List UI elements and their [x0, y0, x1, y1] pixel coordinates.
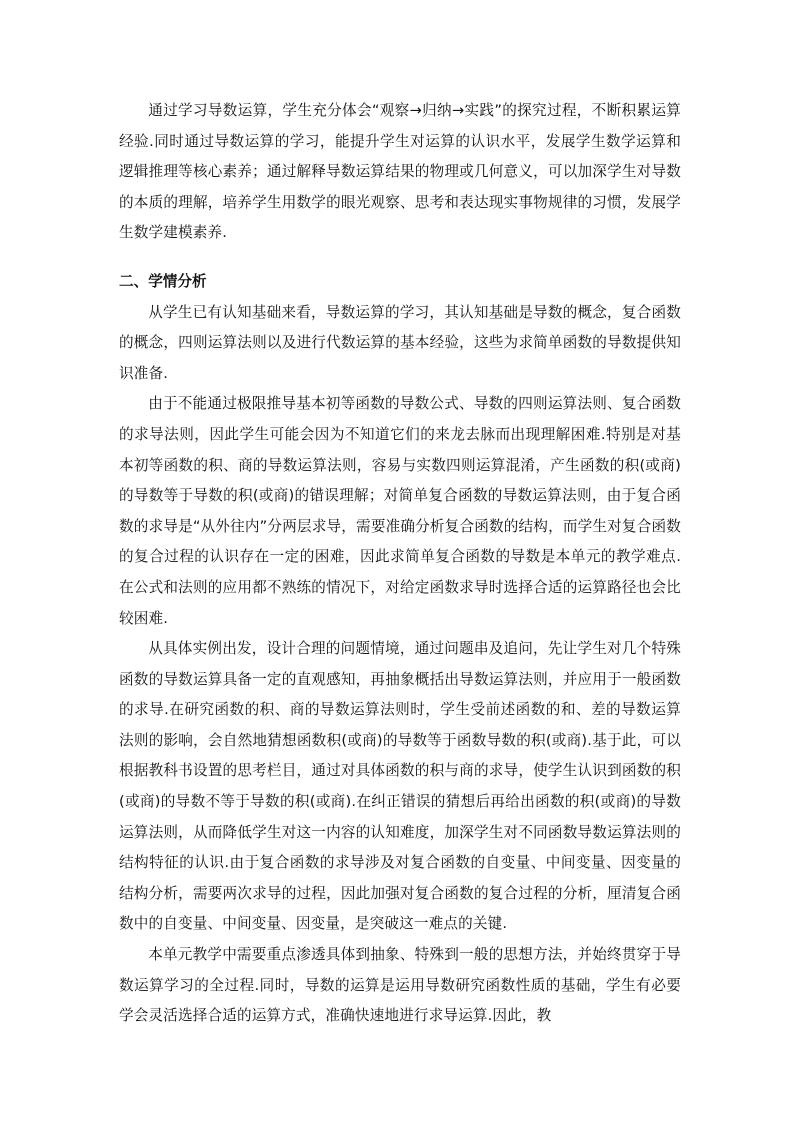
body-paragraph-1: 从学生已有认知基础来看，导数运算的学习，其认知基础是导数的概念，复合函数的概念，四则运算法则以及进行代数运算的基本经验，这些为求简单函数的导数提供知识准备. [119, 303, 681, 382]
body-paragraph-2: 由于不能通过极限推导基本初等函数的导数公式、导数的四则运算法则、复合函数的求导法则，因此学生可能会因为不知道它们的来龙去脉而出现理解困难.特别是对基本初等函数的积、商的导数运算法则，容易与实数四则运算混淆，产生函数的积(或商)的导数等于导数的积(或商)的错误理解；对简单复合函数的导数运算法则，由于复合函数的求导是“从外往内”分两层求导，需要准确分析复合函数的结构，而学生对复合函数的复合过程的认识存在一定的困难，因此求简单复合函数的导数是本单元的教学难点.在公式和法则的应用都不熟练的情况下，对给定函数求导时选择合适的运算路径也会比较困难. [119, 395, 681, 627]
body-paragraph-3: 从具体实例出发，设计合理的问题情境，通过问题串及追问，先让学生对几个特殊函数的导数运算具备一定的直观感知，再抽象概括出导数运算法则，并应用于一般函数的求导.在研究函数的积、商的导数运算法则时，学生受前述函数的和、差的导数运算法则的影响，会自然地猜想函数积(或商)的导数等于函数导数的积(或商).基于此，可以根据教科书设置的思考栏目，通过对具体函数的积与商的求导，使学生认识到函数的积(或商)的导数不等于导数的积(或商).在纠正错误的猜想后再给出函数的积(或商)的导数运算法则，从而降低学生对这一内容的认知难度，加深学生对不同函数导数运算法则的结构特征的认识.由于复合函数的求导涉及对复合函数的自变量、中间变量、因变量的结构分析，需要两次求导的过程，因此加强对复合函数的复合过程的分析，厘清复合函数中的自变量、中间变量、因变量，是突破这一难点的关键. [119, 640, 681, 933]
section-heading: 二、学情分析 [119, 272, 207, 290]
body-paragraph-4: 本单元教学中需要重点渗透具体到抽象、特殊到一般的思想方法，并始终贯穿于导数运算学习的全过程.同时，导数的运算是运用导数研究函数性质的基础，学生有必要学会灵活选择合适的运算方式，准确快速地进行求导运算.因此，教 [119, 946, 681, 1025]
intro-paragraph: 通过学习导数运算，学生充分体会“观察→归纳→实践”的探究过程，不断积累运算经验.同时通过导数运算的学习，能提升学生对运算的认识水平，发展学生数学运算和逻辑推理等核心素养；通过解释导数运算结果的物理或几何意义，可以加深学生对导数的本质的理解，培养学生用数学的眼光观察、思考和表达现实事物规律的习惯，发展学生数学建模素养. [119, 102, 681, 242]
